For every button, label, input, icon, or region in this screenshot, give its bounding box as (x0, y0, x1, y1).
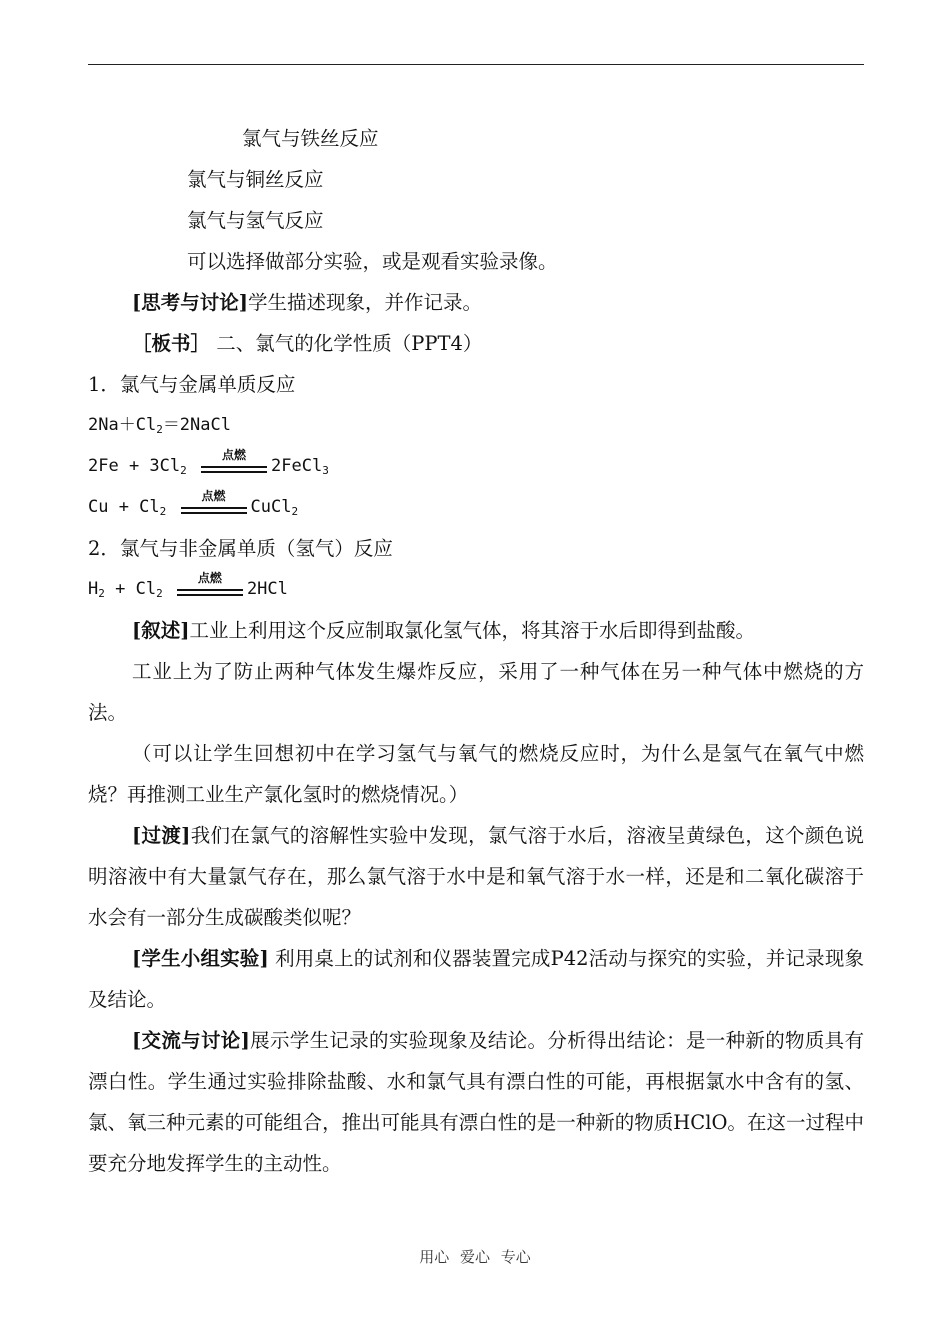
narration-paragraph: [叙述]工业上利用这个反应制取氯化氢气体，将其溶于水后即得到盐酸。 (132, 619, 755, 642)
ignition-arrow (175, 572, 245, 602)
equation-h-cl: $H_2 + Cl_2$ 点燃 2HCl (88, 571, 288, 600)
think-tag: [思考与讨论] (132, 291, 248, 314)
ignition-label: 点燃 (201, 489, 226, 503)
think-discuss-line (88, 282, 864, 323)
document-body (88, 118, 864, 1184)
industry-paragraph: 工业上为了防止两种气体发生爆炸反应，采用了一种气体在另一种气体中燃烧的方法。 (88, 660, 864, 724)
ignition-label: 点燃 (197, 571, 222, 585)
ignition-arrow (199, 449, 269, 479)
think-text: 学生描述现象，并作记录。 (247, 291, 482, 314)
experiment-hydrogen: 氯气与氢气反应 (187, 209, 324, 232)
ignition-label: 点燃 (221, 448, 246, 462)
group-experiment-paragraph: [学生小组实验] 利用桌上的试剂和仪器装置完成P42活动与探究的实验，并记录现象及结论。 (88, 947, 864, 1011)
group-experiment-tag: [学生小组实验] (132, 947, 269, 970)
section-2-heading: 2．氯气与非金属单质（氢气）反应 (88, 537, 393, 560)
board-text: 二、氯气的化学性质（PPT4） (210, 332, 483, 355)
narration-tag: [叙述] (132, 619, 190, 642)
header-rule (88, 64, 864, 65)
page-footer: 用心 爱心 专心 (419, 1248, 531, 1266)
transition-paragraph: [过渡]我们在氯气的溶解性实验中发现，氯气溶于水后，溶液呈黄绿色，这个颜色说明溶液中有大量氯气存在，那么氯气溶于水中是和氧气溶于水一样，还是和二氧化碳溶于水会有一部分生成碳酸类似呢？ (88, 824, 864, 929)
discussion-paragraph: [交流与讨论]展示学生记录的实验现象及结论。分析得出结论：是一种新的物质具有漂白性。学生通过实验排除盐酸、水和氯气具有漂白性的可能，再根据氯水中含有的氢、氯、氧三种元素的可能组合，推出可能具有漂白性的是一种新的物质HClO。在这一过程中要充分地发挥学生的主动性。 (88, 1029, 864, 1175)
board-tag: ［板书］ (132, 332, 211, 355)
experiment-note: 可以选择做部分实验，或是观看实验录像。 (187, 250, 558, 273)
equation-fe-cl: $2Fe + 3Cl_2$ 点燃 2FeCl$_3$ (88, 448, 329, 477)
discussion-tag: [交流与讨论] (132, 1029, 250, 1052)
aside-paragraph: （可以让学生回想初中在学习氢气与氧气的燃烧反应时，为什么是氢气在氧气中燃烧？再推测工业生产氯化氢时的燃烧情况。） (88, 742, 864, 806)
ignition-arrow (179, 490, 249, 520)
experiment-iron: 氯气与铁丝反应 (242, 127, 379, 150)
transition-tag: [过渡] (132, 824, 191, 847)
equation-cu-cl: $Cu + Cl_2$ 点燃 CuCl$_2$ (88, 489, 299, 518)
experiment-copper: 氯气与铜丝反应 (187, 168, 324, 191)
equation-na-cl: $2Na+Cl_2=2NaCl$ (88, 415, 231, 436)
section-1-heading: 1．氯气与金属单质反应 (88, 373, 296, 396)
board-line (88, 323, 864, 364)
